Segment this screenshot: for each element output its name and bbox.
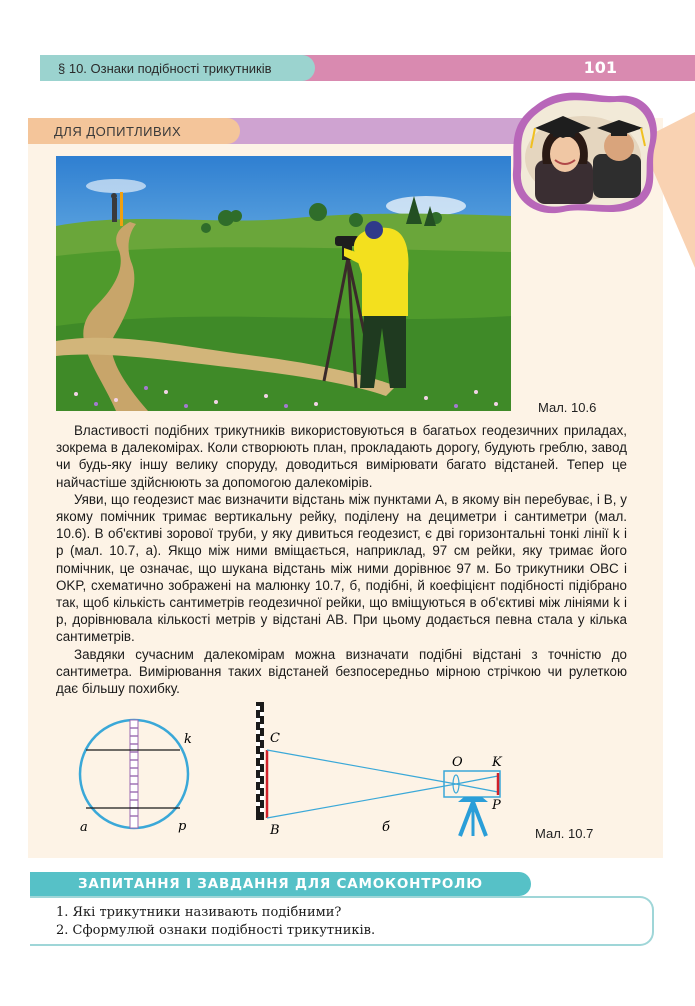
rangefinder-diagram (56, 698, 516, 846)
label-O: O (452, 755, 463, 770)
sidebar-title-tab (28, 118, 240, 144)
paragraph-1: Властивості подібних трикутників використовуються в багатьох геодезичних приладах, зокрема в далекомірах. Коли створюють план, прокладають дорогу, будують греблю, завод чи будь-яку іншу велику споруду, доводиться вимірювати багато відстаней. Тепер це найчастіше здійснюють за допомогою далекомірів. (56, 423, 627, 490)
question-item: 1. Які трикутники називають подібними? (56, 905, 342, 920)
questions-list (56, 904, 375, 940)
sidebar-title: ДЛЯ ДОПИТЛИВИХ (54, 123, 182, 139)
label-k: k (184, 732, 192, 747)
students-photo (505, 88, 665, 218)
label-K: K (492, 755, 502, 770)
surveyor-illustration (56, 156, 511, 411)
section-title: § 10. Ознаки подібності трикутників (58, 60, 272, 76)
paragraph-2: Уяви, що геодезист має визначити відстань між пунктами A, в якому він перебуває, і B, у якому помічник тримає вертикальну рейку, поділену на дециметри і сантиметри (мал. 10.6). В об'єктиві зорової труби, у яку дивиться геодезист, є дві горизонтальні тонкі лінії k і p (мал. 10.7, а). Якщо між ними вміщається, наприклад, 97 см рейки, яку тримає його помічник, це означає, що шукана відстань між ними дорівнює 97 м. Бо трикутники OBC і OKP, схематично зображені на малюнку 10.7, б, подібні, й коефіцієнт подібності підібрано так, щоб кількість сантиметрів геодезичної рейки, що вміщуються в об'єктиві між лініями k і p, дорівнювала кількості метрів у відстані AB. При цьому додається певна стала у кілька сантиметрів. (56, 491, 627, 645)
label-P: P (492, 798, 501, 813)
label-p: p (178, 819, 187, 834)
page-number: 101 (583, 58, 617, 77)
questions-title: ЗАПИТАННЯ І ЗАВДАННЯ ДЛЯ САМОКОНТРОЛЮ (78, 876, 483, 892)
label-a: а (80, 820, 88, 835)
figure-10-6-caption: Мал. 10.6 (538, 400, 597, 415)
label-B: B (270, 823, 280, 838)
paragraph-3: Завдяки сучасним далекомірам можна визначати подібні відстані з точністю до сантиметра. Вимірювання таких відстаней безпосередньо мірною стрічкою чи рулеткою дає більшу похибку. (56, 646, 627, 697)
label-C: C (270, 731, 280, 746)
body-text (56, 422, 627, 697)
figure-10-7-caption: Мал. 10.7 (535, 826, 594, 841)
question-item: 2. Сформулюй ознаки подібності трикутників. (56, 923, 376, 938)
label-b: б (382, 820, 390, 835)
